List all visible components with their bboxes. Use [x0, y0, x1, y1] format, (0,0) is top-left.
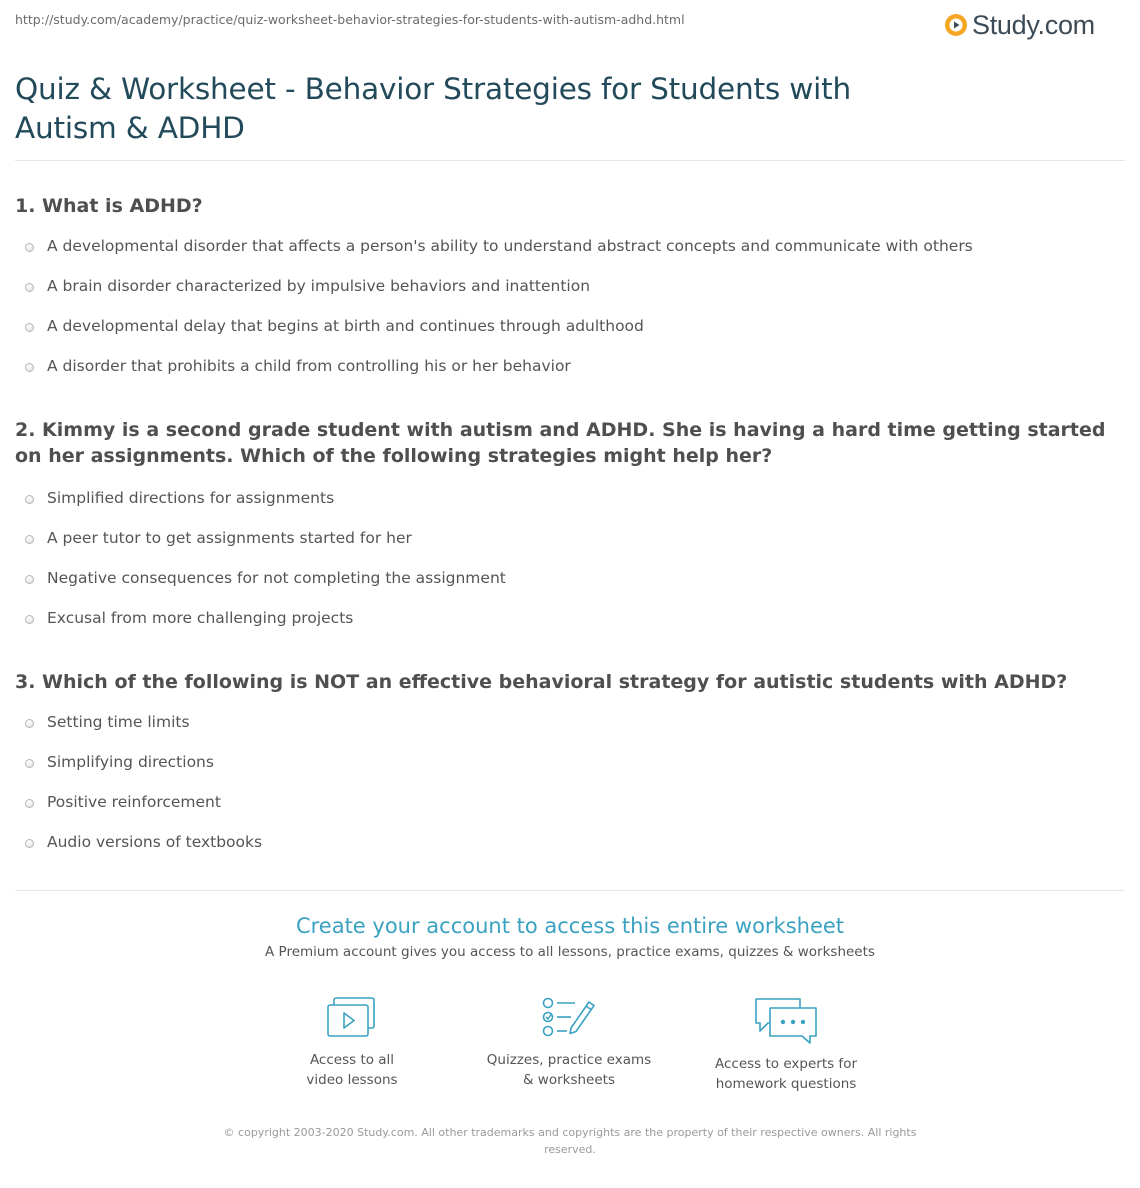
option-label: A developmental disorder that affects a person's ability to understand abstract concepts and communicate with others — [47, 237, 973, 255]
option-label: Setting time limits — [47, 713, 190, 731]
feature-label: Access to all video lessons — [306, 1052, 398, 1088]
radio-button[interactable] — [25, 243, 34, 252]
chat-bubbles-icon — [754, 996, 818, 1044]
option-label: A disorder that prohibits a child from controlling his or her behavior — [47, 357, 571, 375]
radio-button[interactable] — [25, 759, 34, 768]
radio-button[interactable] — [25, 323, 34, 332]
radio-button[interactable] — [25, 283, 34, 292]
title-divider — [15, 160, 1125, 161]
option-label: Audio versions of textbooks — [47, 833, 263, 851]
question-2: 2. Kimmy is a second grade student with autism and ADHD. She is having a hard time getting started on her assignments. Which of the following strategies might help her? — [15, 419, 1106, 467]
radio-button[interactable] — [25, 363, 34, 372]
option-label: Simplified directions for assignments — [47, 489, 335, 507]
option-label: Simplifying directions — [47, 753, 214, 771]
option-label: Negative consequences for not completing the assignment — [47, 569, 506, 587]
radio-button[interactable] — [25, 575, 34, 584]
feature-quizzes — [469, 996, 669, 1090]
page-title: Quiz & Worksheet - Behavior Strategies for Students with Autism & ADHD — [15, 72, 851, 145]
option-label: A brain disorder characterized by impulsive behaviors and inattention — [47, 277, 591, 295]
feature-label: Access to experts for homework questions — [714, 1056, 857, 1092]
feature-video-lessons — [252, 996, 452, 1090]
radio-button[interactable] — [25, 799, 34, 808]
feature-label: Quizzes, practice exams & worksheets — [486, 1052, 652, 1088]
create-account-link[interactable]: Create your account to access this entire worksheet — [295, 914, 845, 938]
radio-button[interactable] — [25, 615, 34, 624]
questions-divider — [15, 890, 1125, 891]
radio-button[interactable] — [25, 535, 34, 544]
copyright-notice: © copyright 2003-2020 Study.com. All other trademarks and copyrights are the property of their respective owners. All rights reserved. — [223, 1126, 917, 1156]
quiz-checklist-icon — [541, 996, 597, 1040]
top-bar — [0, 0, 1140, 44]
option-label: A peer tutor to get assignments started for her — [47, 529, 412, 547]
option-label: Excusal from more challenging projects — [47, 609, 354, 627]
video-lessons-icon — [326, 996, 378, 1040]
radio-button[interactable] — [25, 839, 34, 848]
radio-button[interactable] — [25, 719, 34, 728]
question-1: 1. What is ADHD? — [15, 195, 203, 217]
option-label: Positive reinforcement — [47, 793, 221, 811]
question-3: 3. Which of the following is NOT an effective behavioral strategy for autistic students with ADHD? — [15, 671, 1068, 693]
feature-experts — [686, 996, 886, 1094]
premium-description: A Premium account gives you access to all lessons, practice exams, quizzes & worksheets — [265, 944, 875, 960]
radio-button[interactable] — [25, 495, 34, 504]
study-logo[interactable] — [944, 8, 1095, 42]
option-label: A developmental delay that begins at birth and continues through adulthood — [47, 317, 644, 335]
logo-play-icon — [944, 13, 968, 37]
logo-text: Study.com — [972, 9, 1095, 40]
page-url[interactable]: http://study.com/academy/practice/quiz-worksheet-behavior-strategies-for-students-with-autism-adhd.html — [15, 12, 685, 27]
